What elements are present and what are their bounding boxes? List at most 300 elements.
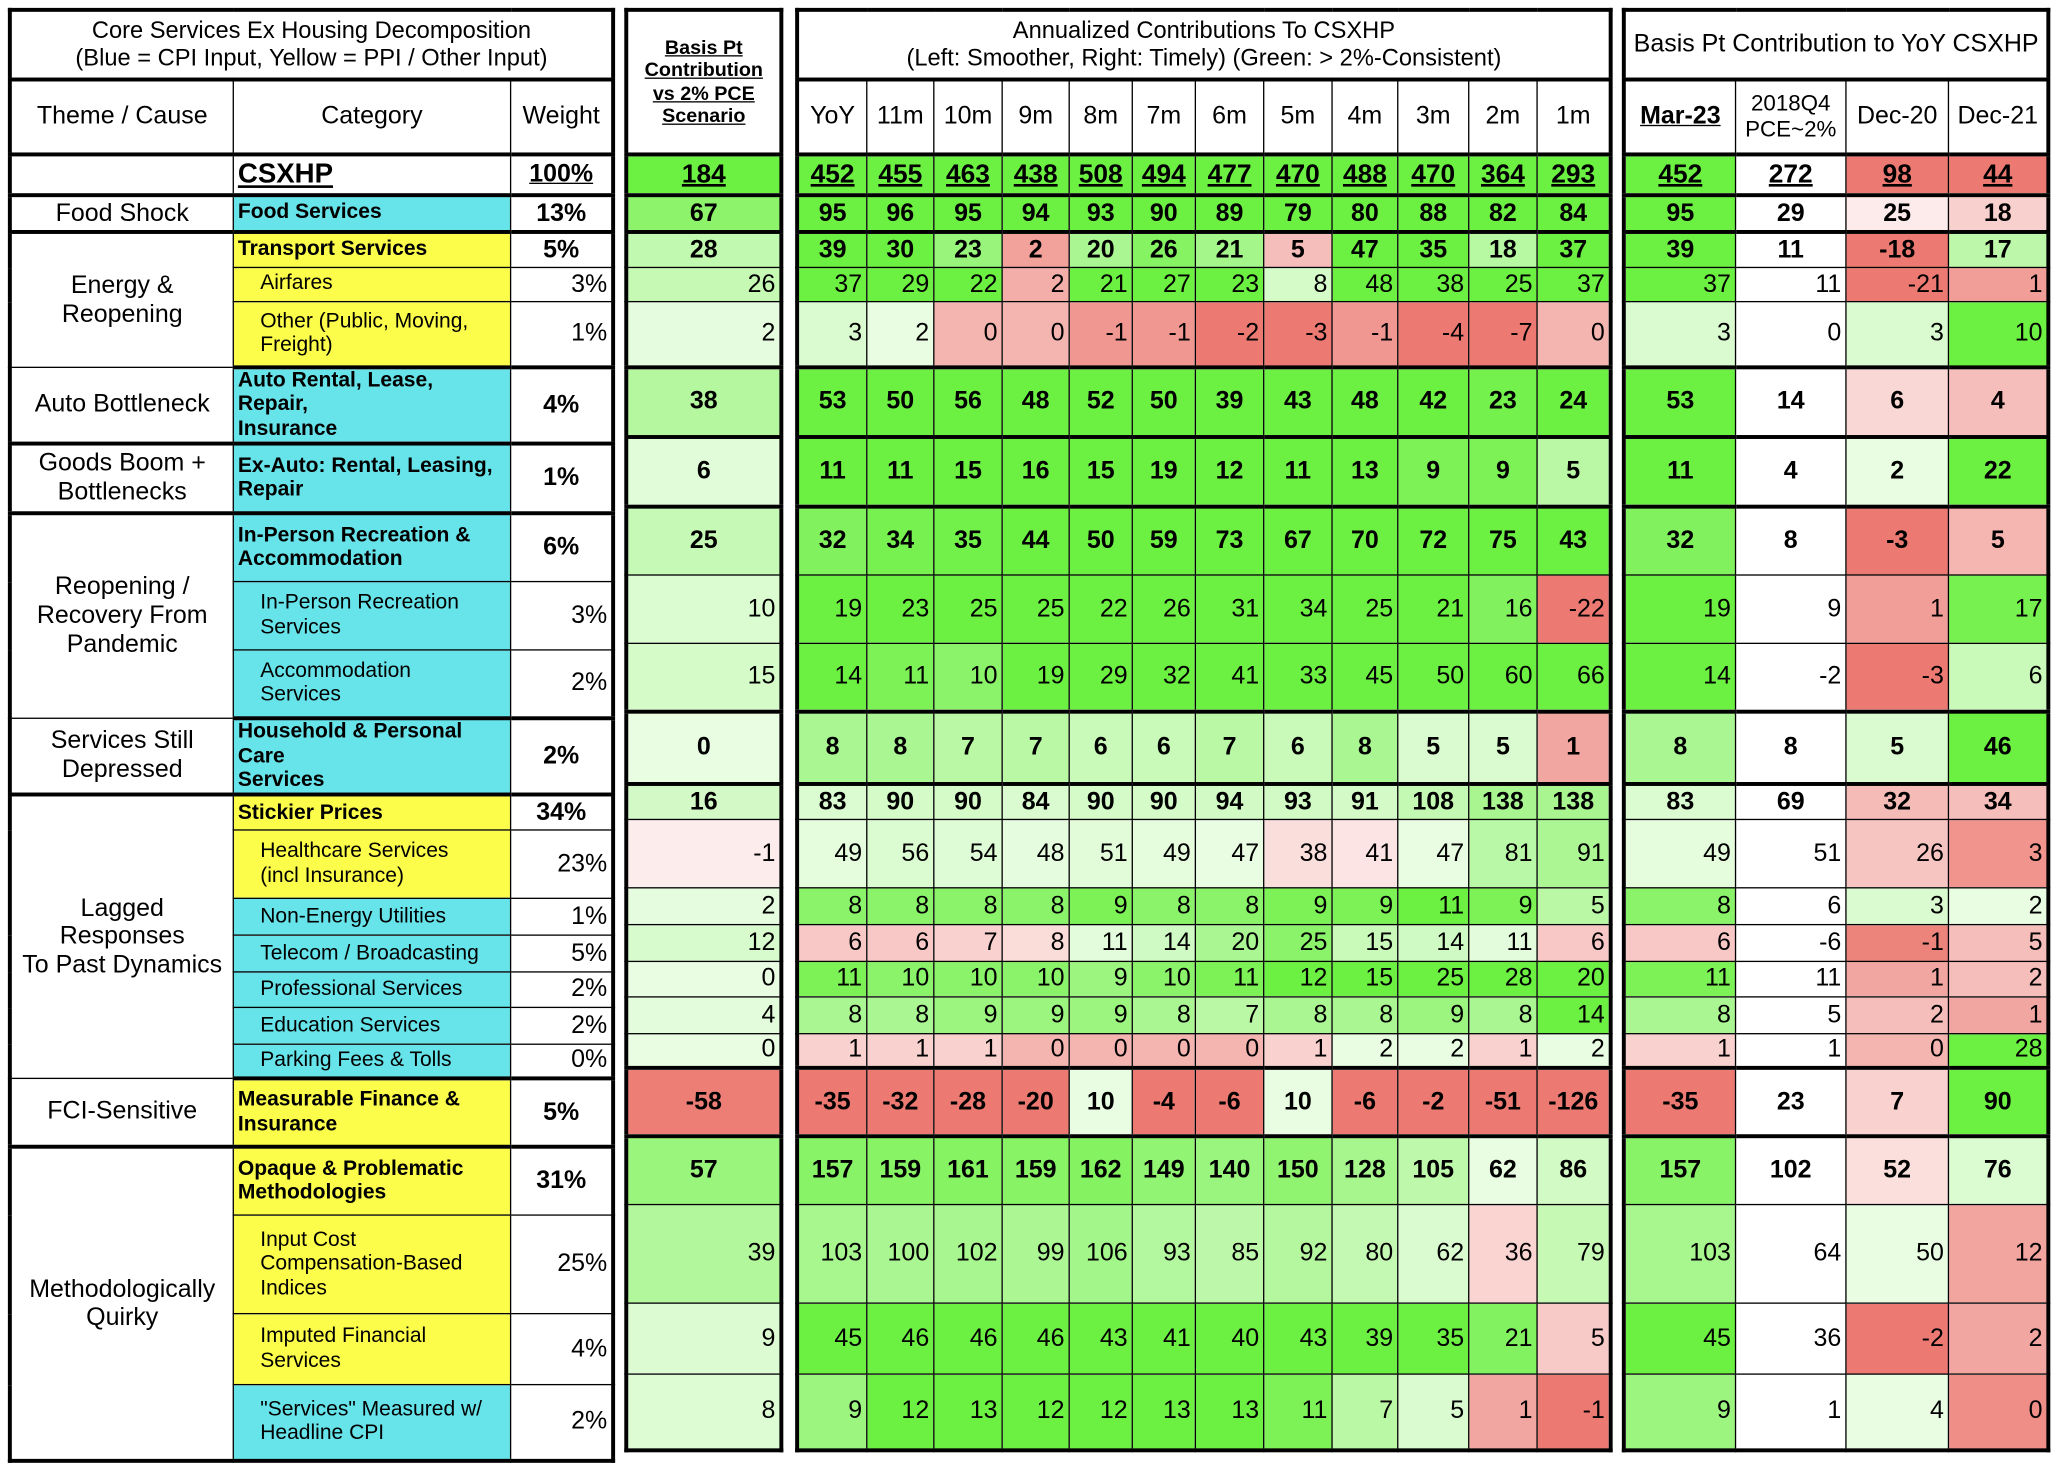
yoy-cell: 4 [1736,437,1846,507]
category-cell: Accommodation Services [233,650,510,718]
ann-cell: 1 [934,1034,1002,1068]
ann-cell: 10 [1132,961,1195,996]
ann-cell: 95 [934,195,1002,232]
ann-header-7m: 7m [1132,80,1195,155]
ann-cell: 15 [934,437,1002,507]
ann-cell: 5 [1537,437,1611,507]
yoy-header: Dec-20 [1846,80,1949,155]
ann-cell: 0 [1002,302,1069,368]
category-cell: Input Cost Compensation-Based Indices [233,1216,510,1315]
ann-cell: 140 [1195,1136,1263,1204]
ann-title-line: (Left: Smoother, Right: Timely) (Green: > 2%-Consistent) [906,44,1502,71]
ann-cell: 25 [1469,267,1537,301]
category-cell: Telecom / Broadcasting [233,936,510,973]
weight-header: Weight [511,80,614,155]
category-cell: Airfares [233,267,510,301]
yoy-cell: 95 [1624,195,1736,232]
ann-cell: 14 [1132,925,1195,962]
ann-cell: 477 [1195,154,1263,195]
yoy-cell: 4 [1846,1374,1949,1450]
ann-cell: -4 [1132,1068,1195,1136]
category-cell: Ex-Auto: Rental, Leasing, Repair [233,444,510,514]
category-table [8,8,615,1463]
ann-cell: 293 [1537,154,1611,195]
ann-cell: 23 [1195,267,1263,301]
theme-cell: Food Shock [10,195,233,232]
ann-header-8m: 8m [1069,80,1132,155]
ann-cell: 2 [1537,1034,1611,1068]
ann-cell: 157 [797,1136,867,1204]
ann-cell: 10 [1002,961,1069,996]
yoy-cell: 45 [1624,1303,1736,1374]
yoy-cell: 272 [1736,154,1846,195]
ann-cell: 90 [867,784,934,819]
yoy-cell: 17 [1948,232,2048,267]
ann-cell: 50 [1069,507,1132,575]
yoy-cell: 69 [1736,784,1846,819]
ann-cell: -2 [1195,302,1263,368]
theme-cell: Goods Boom + Bottlenecks [10,444,233,514]
ann-cell: 24 [1537,367,1611,437]
yoy-cell: 5 [1948,507,2048,575]
weight-cell: 2% [511,1385,614,1461]
ann-cell: 44 [1002,507,1069,575]
ann-cell: 463 [934,154,1002,195]
ann-cell: 37 [1537,232,1611,267]
yoy-cell: 14 [1624,643,1736,711]
yoy-cell: 5 [1846,712,1949,784]
ann-cell: 12 [1195,437,1263,507]
ann-cell: 13 [1195,1374,1263,1450]
bp-cell: 9 [626,1303,781,1374]
left-title-line: (Blue = CPI Input, Yellow = PPI / Other Input) [75,44,548,71]
ann-cell: 16 [1002,437,1069,507]
ann-cell: 31 [1195,575,1263,643]
weight-cell: 5% [511,232,614,267]
yoy-cell: 98 [1846,154,1949,195]
yoy-cell: 32 [1846,784,1949,819]
yoy-cell: 1 [1736,1034,1846,1068]
yoy-cell: 36 [1736,1303,1846,1374]
ann-title-line: Annualized Contributions To CSXHP [1012,17,1396,44]
weight-cell: 1% [511,899,614,936]
ann-cell: 50 [1398,643,1469,711]
ann-cell: -1 [1132,302,1195,368]
bp-cell: 184 [626,154,781,195]
yoy-cell: 2 [1948,888,2048,925]
ann-cell: 2 [1398,1034,1469,1068]
yoy-contribution-table [1622,8,2051,1452]
ann-cell: 149 [1132,1136,1195,1204]
ann-cell: 25 [1264,925,1332,962]
category-cell: Professional Services [233,972,510,1007]
ann-cell: 25 [1398,961,1469,996]
bp-title-line: vs 2% PCE [652,82,755,105]
weight-cell: 4% [511,367,614,443]
ann-cell: 48 [1332,267,1398,301]
yoy-cell: 11 [1736,232,1846,267]
ann-cell: 91 [1332,784,1398,819]
ann-cell: 1 [1469,1034,1537,1068]
ann-cell: 7 [1332,1374,1398,1450]
ann-cell: 8 [867,997,934,1034]
weight-cell: 1% [511,444,614,514]
category-cell: "Services" Measured w/ Headline CPI [233,1385,510,1461]
ann-cell: -1 [1332,302,1398,368]
ann-cell: 35 [1398,232,1469,267]
ann-cell: -7 [1469,302,1537,368]
ann-cell: 40 [1195,1303,1263,1374]
yoy-cell: 2 [1948,961,2048,996]
weight-cell: 1% [511,302,614,368]
yoy-cell: 103 [1624,1205,1736,1304]
ann-cell: 34 [867,507,934,575]
ann-cell: 8 [867,712,934,784]
category-header: Category [233,80,510,155]
ann-cell: 66 [1537,643,1611,711]
ann-cell: -22 [1537,575,1611,643]
ann-cell: 7 [934,712,1002,784]
yoy-cell: 6 [1948,643,2048,711]
yoy-cell: 64 [1736,1205,1846,1304]
ann-cell: 26 [1132,575,1195,643]
ann-cell: 494 [1132,154,1195,195]
yoy-cell: 28 [1948,1034,2048,1068]
ann-cell: 19 [1132,437,1195,507]
weight-cell: 6% [511,513,614,581]
ann-cell: 138 [1537,784,1611,819]
ann-cell: 11 [867,643,934,711]
weight-cell: 100% [511,154,614,195]
ann-cell: 38 [1264,819,1332,887]
ann-cell: 5 [1469,712,1537,784]
ann-cell: 9 [1398,437,1469,507]
theme-cell: Energy & Reopening [10,232,233,367]
yoy-cell: 8 [1736,507,1846,575]
ann-cell: 37 [797,267,867,301]
ann-cell: 438 [1002,154,1069,195]
ann-cell: 82 [1469,195,1537,232]
ann-cell: 13 [934,1374,1002,1450]
ann-cell: 88 [1398,195,1469,232]
ann-cell: 11 [1264,1374,1332,1450]
bp-cell: 15 [626,643,781,711]
ann-cell: 41 [1195,643,1263,711]
yoy-cell: 6 [1624,925,1736,962]
ann-cell: 11 [1469,925,1537,962]
ann-cell: 128 [1332,1136,1398,1204]
ann-cell: 10 [934,961,1002,996]
weight-cell: 2% [511,718,614,794]
ann-cell: 49 [1132,819,1195,887]
ann-cell: 30 [867,232,934,267]
yoy-cell: 50 [1846,1205,1949,1304]
ann-cell: 91 [1537,819,1611,887]
ann-cell: 0 [1537,302,1611,368]
ann-cell: 8 [1332,997,1398,1034]
yoy-cell: 10 [1948,302,2048,368]
bp-cell: 0 [626,961,781,996]
yoy-cell: 83 [1624,784,1736,819]
ann-cell: 15 [1332,961,1398,996]
ann-cell: 9 [797,1374,867,1450]
ann-cell: 16 [1469,575,1537,643]
ann-cell: 23 [867,575,934,643]
ann-cell: 86 [1537,1136,1611,1204]
theme-cell: FCI-Sensitive [10,1079,233,1147]
yoy-cell: 1 [1846,575,1949,643]
ann-header-1m: 1m [1537,80,1611,155]
ann-cell: 8 [934,888,1002,925]
ann-header-6m: 6m [1195,80,1263,155]
ann-cell: -6 [1195,1068,1263,1136]
category-cell: Household & Personal Care Services [233,718,510,794]
ann-cell: -126 [1537,1068,1611,1136]
ann-cell: 8 [1469,997,1537,1034]
bp-cell: 8 [626,1374,781,1450]
theme-cell: Lagged Responses To Past Dynamics [10,795,233,1079]
ann-cell: 138 [1469,784,1537,819]
ann-cell: 15 [1332,925,1398,962]
yoy-cell: 1 [1948,267,2048,301]
ann-cell: 67 [1264,507,1332,575]
yoy-cell: 52 [1846,1136,1949,1204]
ann-cell: -20 [1002,1068,1069,1136]
ann-cell: 43 [1537,507,1611,575]
yoy-cell: 452 [1624,154,1736,195]
yoy-cell: 12 [1948,1205,2048,1304]
ann-cell: 93 [1132,1205,1195,1304]
ann-cell: 15 [1069,437,1132,507]
ann-cell: 21 [1398,575,1469,643]
yoy-cell: 0 [1846,1034,1949,1068]
ann-cell: 56 [867,819,934,887]
yoy-cell: 6 [1736,888,1846,925]
theme-cell: Reopening / Recovery From Pandemic [10,513,233,718]
bp-title [626,10,781,155]
ann-cell: 25 [1002,575,1069,643]
basis-point-table [624,8,783,1452]
bp-cell: -58 [626,1068,781,1136]
ann-cell: 25 [934,575,1002,643]
ann-cell: 8 [797,888,867,925]
ann-cell: 470 [1398,154,1469,195]
theme-cell: Methodologically Quirky [10,1147,233,1461]
ann-cell: -3 [1264,302,1332,368]
ann-cell: 29 [867,267,934,301]
category-cell: Education Services [233,1008,510,1045]
yoy-cell: 3 [1948,819,2048,887]
yoy-cell: 8 [1736,712,1846,784]
ann-cell: 9 [1069,961,1132,996]
ann-cell: 60 [1469,643,1537,711]
yoy-cell: 76 [1948,1136,2048,1204]
ann-cell: 21 [1195,232,1263,267]
ann-cell: 2 [1002,267,1069,301]
yoy-cell: 46 [1948,712,2048,784]
ann-cell: 27 [1132,267,1195,301]
yoy-cell: 157 [1624,1136,1736,1204]
ann-cell: 99 [1002,1205,1069,1304]
ann-cell: 10 [934,643,1002,711]
category-cell: Non-Energy Utilities [233,899,510,936]
theme-cell: Services Still Depressed [10,718,233,794]
ann-cell: 47 [1398,819,1469,887]
ann-cell: 50 [867,367,934,437]
ann-cell: 50 [1132,367,1195,437]
ann-cell: 23 [1469,367,1537,437]
theme-cell [10,154,233,195]
category-cell: CSXHP [233,154,510,195]
ann-cell: 39 [1332,1303,1398,1374]
ann-cell: 5 [1537,1303,1611,1374]
ann-cell: 39 [1195,367,1263,437]
ann-cell: 20 [1195,925,1263,962]
ann-cell: 94 [1195,784,1263,819]
ann-cell: 7 [1195,997,1263,1034]
ann-cell: 21 [1069,267,1132,301]
ann-cell: 1 [1537,712,1611,784]
category-cell: In-Person Recreation & Accommodation [233,513,510,581]
yoy-cell: 11 [1624,961,1736,996]
yoy-cell: 34 [1948,784,2048,819]
yoy-cell: 53 [1624,367,1736,437]
bp-cell: 6 [626,437,781,507]
ann-cell: 47 [1195,819,1263,887]
ann-cell: 11 [797,437,867,507]
ann-cell: 9 [1469,437,1537,507]
ann-cell: 20 [1537,961,1611,996]
ann-cell: 38 [1398,267,1469,301]
bp-cell: 57 [626,1136,781,1204]
yoy-cell: 102 [1736,1136,1846,1204]
bp-cell: 39 [626,1205,781,1304]
ann-cell: 9 [1332,888,1398,925]
ann-cell: 45 [1332,643,1398,711]
ann-cell: 43 [1264,367,1332,437]
ann-cell: -35 [797,1068,867,1136]
yoy-cell: -18 [1846,232,1949,267]
ann-cell: 6 [1069,712,1132,784]
ann-cell: 48 [1002,819,1069,887]
left-title-line: Core Services Ex Housing Decomposition [91,17,532,44]
yoy-cell: 26 [1846,819,1949,887]
ann-cell: 35 [1398,1303,1469,1374]
category-cell: In-Person Recreation Services [233,582,510,650]
ann-cell: 5 [1398,1374,1469,1450]
ann-cell: 10 [1069,1068,1132,1136]
ann-cell: 106 [1069,1205,1132,1304]
yoy-cell: -6 [1736,925,1846,962]
ann-cell: 161 [934,1136,1002,1204]
ann-cell: 6 [1264,712,1332,784]
weight-cell: 3% [511,267,614,301]
ann-cell: 6 [867,925,934,962]
weight-cell: 2% [511,650,614,718]
ann-cell: 159 [1002,1136,1069,1204]
yoy-cell: 8 [1624,888,1736,925]
ann-cell: 8 [1002,925,1069,962]
ann-cell: 11 [1398,888,1469,925]
yoy-cell: 32 [1624,507,1736,575]
ann-cell: 96 [867,195,934,232]
ann-cell: 37 [1537,267,1611,301]
yoy-cell: 90 [1948,1068,2048,1136]
ann-cell: 90 [1132,784,1195,819]
yoy-cell: 44 [1948,154,2048,195]
ann-cell: 23 [934,232,1002,267]
yoy-cell: 9 [1736,575,1846,643]
weight-cell: 23% [511,830,614,898]
ann-cell: 25 [1332,575,1398,643]
ann-cell: 13 [1132,1374,1195,1450]
ann-cell: 21 [1469,1303,1537,1374]
yoy-cell: 22 [1948,437,2048,507]
ann-cell: 11 [1195,961,1263,996]
ann-cell: 100 [867,1205,934,1304]
ann-cell: 0 [1132,1034,1195,1068]
yoy-cell: 17 [1948,575,2048,643]
yoy-cell: -1 [1846,925,1949,962]
theme-cell: Auto Bottleneck [10,367,233,443]
ann-cell: 22 [1069,575,1132,643]
ann-cell: -1 [1069,302,1132,368]
ann-cell: 84 [1537,195,1611,232]
bp-title-line: Basis Pt [664,36,743,60]
ann-cell: 470 [1264,154,1332,195]
category-cell: Opaque & Problematic Methodologies [233,1147,510,1215]
category-cell: Food Services [233,195,510,232]
bp-cell: 16 [626,784,781,819]
ann-cell: 95 [797,195,867,232]
ann-cell: 94 [1002,195,1069,232]
ann-cell: 54 [934,819,1002,887]
ann-cell: 70 [1332,507,1398,575]
weight-cell: 2% [511,1008,614,1045]
category-cell: Auto Rental, Lease, Repair, Insurance [233,367,510,443]
yoy-cell: 3 [1846,302,1949,368]
weight-cell: 3% [511,582,614,650]
ann-cell: -1 [1537,1374,1611,1450]
ann-cell: 11 [1264,437,1332,507]
ann-cell: 12 [1002,1374,1069,1450]
ann-cell: 2 [1332,1034,1398,1068]
ann-cell: 93 [1264,784,1332,819]
yoy-cell: 5 [1736,997,1846,1034]
ann-cell: 8 [867,888,934,925]
yoy-cell: 8 [1624,997,1736,1034]
ann-cell: 29 [1069,643,1132,711]
yoy-cell: 1 [1846,961,1949,996]
yoy-cell: 23 [1736,1068,1846,1136]
yoy-cell: 5 [1948,925,2048,962]
ann-cell: 11 [867,437,934,507]
category-cell: Parking Fees & Tolls [233,1045,510,1079]
ann-cell: 89 [1195,195,1263,232]
ann-cell: 18 [1469,232,1537,267]
ann-cell: 80 [1332,1205,1398,1304]
ann-cell: 79 [1537,1205,1611,1304]
ann-cell: 85 [1195,1205,1263,1304]
ann-cell: 7 [1002,712,1069,784]
ann-cell: 12 [1069,1374,1132,1450]
ann-cell: 1 [1469,1374,1537,1450]
ann-cell: 1 [867,1034,934,1068]
ann-cell: 46 [867,1303,934,1374]
ann-cell: 8 [1264,267,1332,301]
yoy-cell: 6 [1846,367,1949,437]
ann-cell: 14 [1537,997,1611,1034]
